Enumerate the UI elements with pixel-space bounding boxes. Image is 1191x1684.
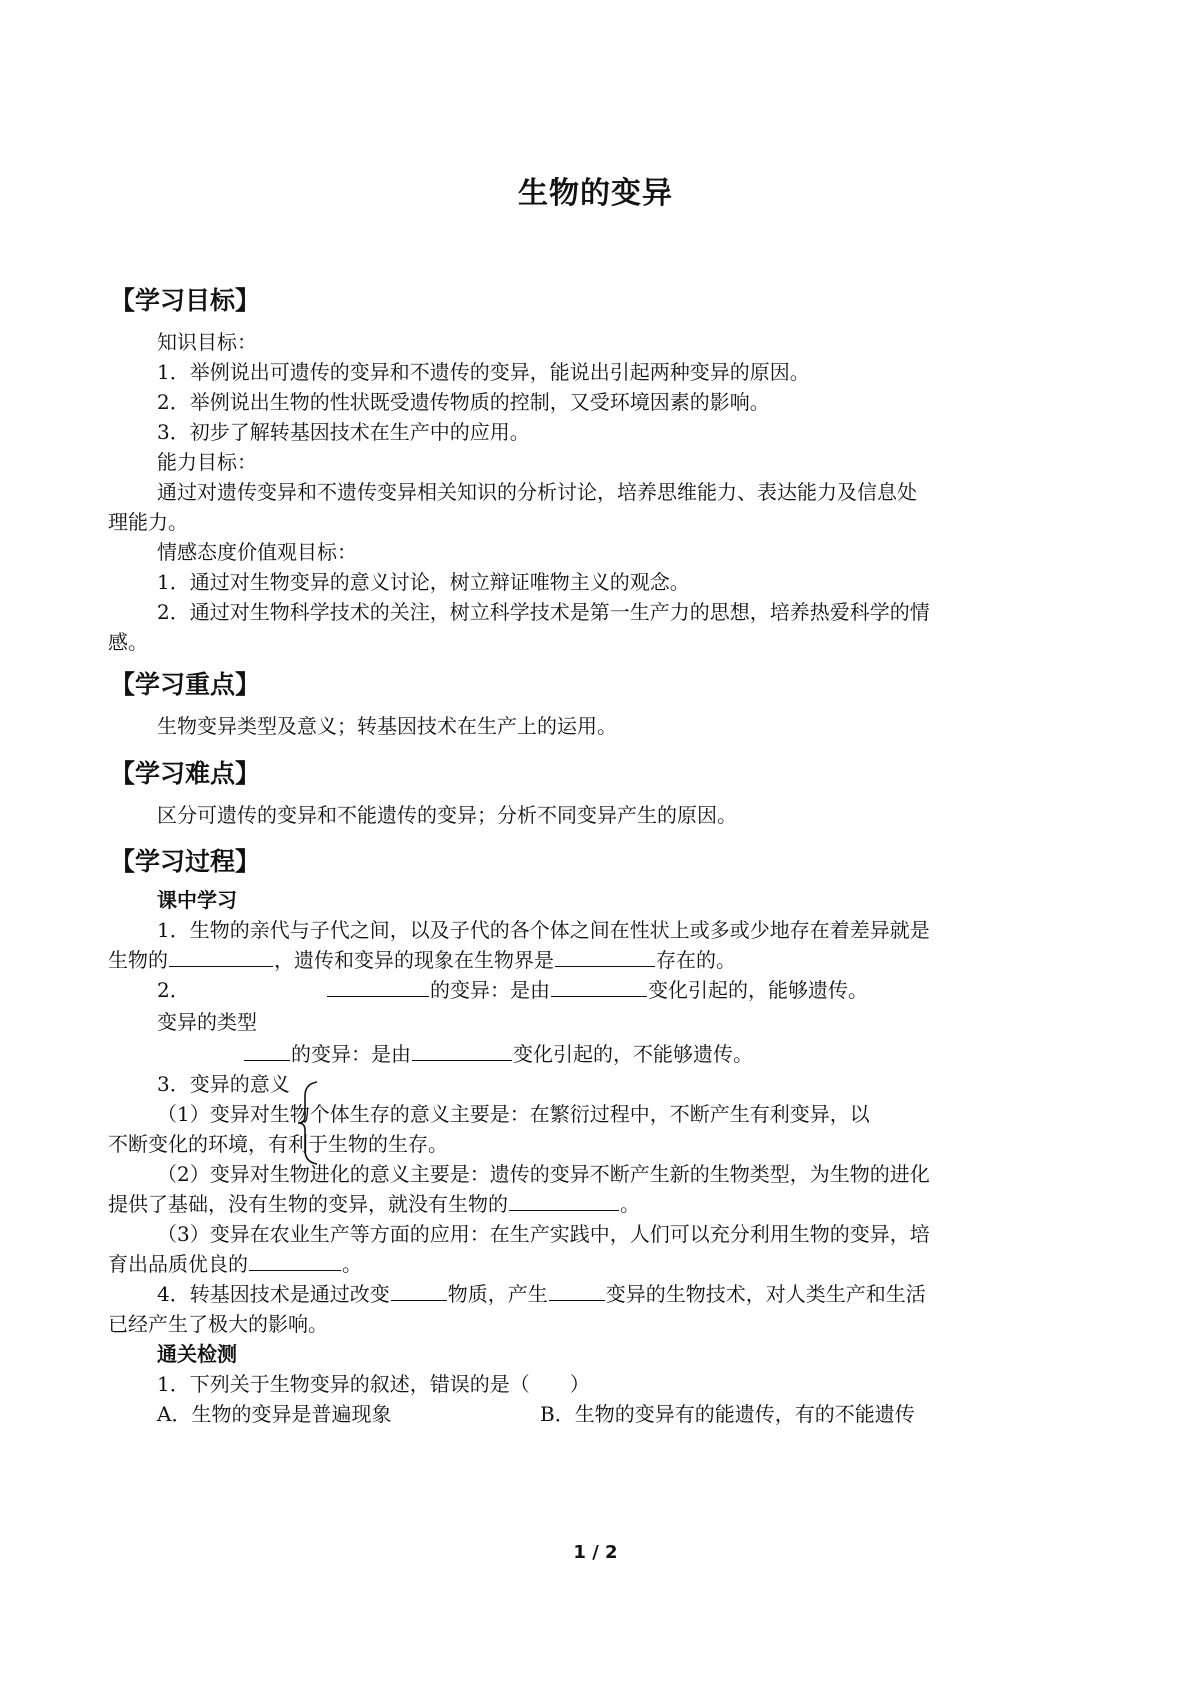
- process-heading: 【学习过程】: [110, 847, 261, 876]
- page-number: 1 / 2: [573, 1542, 618, 1563]
- page-title: 生物的变异: [518, 176, 673, 211]
- emotion-item-cont: 感。: [108, 630, 148, 654]
- difficulties-text: 区分可遗传的变异和不能遗传的变异；分析不同变异产生的原因。: [157, 803, 737, 827]
- test-question-1: 1．下列关于生物变异的叙述，错误的是（ ）: [157, 1372, 590, 1396]
- emotion-label: 情感态度价值观目标：: [157, 540, 357, 564]
- variation-types-label: 变异的类型: [157, 1010, 257, 1034]
- question-2-num: 2．: [157, 978, 190, 1002]
- question-3-1-cont: 不断变化的环境，有利于生物的生存。: [108, 1132, 448, 1156]
- fill-blank[interactable]: [391, 1278, 447, 1301]
- q3-2-text-a: 提供了基础，没有生物的变异，就没有生物的: [108, 1192, 508, 1216]
- q4-text-a: 4．转基因技术是通过改变: [157, 1282, 390, 1306]
- question-4: [157, 1278, 1093, 1310]
- q3-2-text-b: 。: [620, 1192, 640, 1216]
- question-2-non-heritable: [243, 1038, 943, 1070]
- fill-blank[interactable]: [549, 1278, 605, 1301]
- q1-text-c: 存在的。: [656, 948, 736, 972]
- q2-text-d: 变化引起的，不能够遗传。: [513, 1042, 753, 1066]
- question-3: 3．变异的意义: [157, 1072, 290, 1096]
- question-1: 1．生物的亲代与子代之间，以及子代的各个体之间在性状上或多或少地存在着差异就是: [157, 918, 930, 942]
- ability-text-cont: 理能力。: [108, 510, 188, 534]
- fill-blank[interactable]: [249, 1248, 341, 1271]
- question-1-cont: [108, 944, 1093, 976]
- question-4-cont: 已经产生了极大的影响。: [108, 1312, 328, 1336]
- fill-blank[interactable]: [555, 944, 655, 967]
- emotion-item: 2．通过对生物科学技术的关注，树立科学技术是第一生产力的思想，培养热爱科学的情: [157, 600, 930, 624]
- fill-blank[interactable]: [244, 1038, 290, 1061]
- q2-text-a: 的变异：是由: [430, 978, 550, 1002]
- question-2-heritable: [326, 974, 1026, 1006]
- option-b: B．生物的变异有的能遗传，有的不能遗传: [540, 1402, 915, 1426]
- q4-text-b: 物质，产生: [447, 1282, 548, 1306]
- difficulties-heading: 【学习难点】: [110, 759, 261, 788]
- question-3-2: （2）变异对生物进化的意义主要是：遗传的变异不断产生新的生物类型，为生物的进化: [157, 1162, 930, 1186]
- q4-text-c: 变异的生物技术，对人类生产和生活: [605, 1282, 926, 1306]
- goals-heading: 【学习目标】: [110, 286, 261, 315]
- knowledge-item: 3．初步了解转基因技术在生产中的应用。: [157, 420, 530, 444]
- question-3-2-cont: [108, 1188, 1093, 1220]
- fill-blank[interactable]: [169, 944, 273, 967]
- question-3-3: （3）变异在农业生产等方面的应用：在生产实践中，人们可以充分利用生物的变异，培: [157, 1222, 930, 1246]
- fill-blank[interactable]: [412, 1038, 512, 1061]
- ability-text: 通过对遗传变异和不遗传变异相关知识的分析讨论，培养思维能力、表达能力及信息处: [157, 480, 917, 504]
- key-points-text: 生物变异类型及意义；转基因技术在生产上的运用。: [157, 714, 617, 738]
- fill-blank[interactable]: [509, 1188, 619, 1211]
- question-3-1: （1）变异对生物个体生存的意义主要是：在繁衍过程中，不断产生有利变异，以: [157, 1102, 870, 1126]
- knowledge-label: 知识目标：: [157, 330, 257, 354]
- q2-text-b: 变化引起的，能够遗传。: [648, 978, 868, 1002]
- q2-text-c: 的变异：是由: [291, 1042, 411, 1066]
- emotion-item: 1．通过对生物变异的意义讨论，树立辩证唯物主义的观念。: [157, 570, 690, 594]
- q3-3-text-a: 育出品质优良的: [108, 1252, 248, 1276]
- knowledge-item: 2．举例说出生物的性状既受遗传物质的控制，又受环境因素的影响。: [157, 390, 770, 414]
- class-study-label: 课中学习: [157, 888, 237, 912]
- q3-3-text-b: 。: [342, 1252, 362, 1276]
- q1-text-b: ，遗传和变异的现象在生物界是: [274, 948, 554, 972]
- check-label: 通关检测: [157, 1342, 237, 1366]
- option-a: A．生物的变异是普遍现象: [157, 1402, 392, 1426]
- q1-text-a: 生物的: [108, 948, 168, 972]
- key-points-heading: 【学习重点】: [110, 670, 261, 699]
- fill-blank[interactable]: [327, 974, 429, 997]
- knowledge-item: 1．举例说出可遗传的变异和不遗传的变异，能说出引起两种变异的原因。: [157, 360, 810, 384]
- ability-label: 能力目标：: [157, 450, 257, 474]
- question-3-3-cont: [108, 1248, 1093, 1280]
- fill-blank[interactable]: [551, 974, 647, 997]
